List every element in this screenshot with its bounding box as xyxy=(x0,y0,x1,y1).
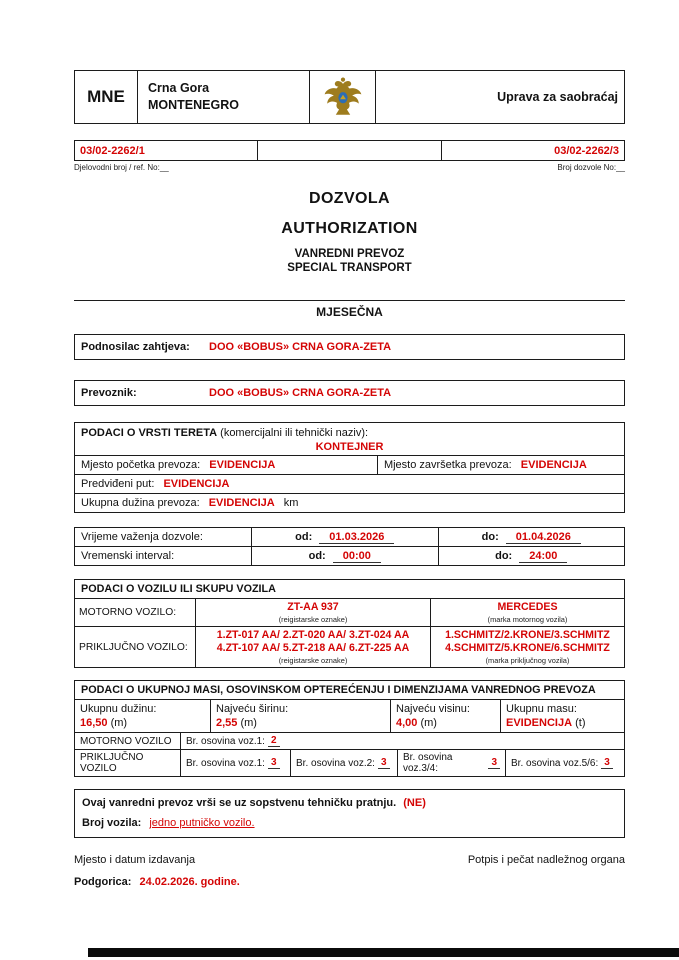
trailer-plates-caption: (reigistarske oznake) xyxy=(278,656,348,665)
ref-caption-left: Djelovodni broj / ref. No:__ xyxy=(74,163,169,172)
scan-artifact-bar xyxy=(88,948,679,957)
motor-vehicle-label: MOTORNO VOZILO: xyxy=(79,607,177,618)
cargo-route-value: EVIDENCIJA xyxy=(163,478,230,490)
dimensions-section-title: PODACI O UKUPNOJ MASI, OSOVINSKOM OPTEREĆENJU I DIMENZIJAMA VANREDNOG PREVOZA xyxy=(81,684,596,696)
motor-axle-value: 2 xyxy=(268,735,280,747)
interval-to-time: 24:00 xyxy=(519,550,567,563)
escort-vehicles-label: Broj vozila: xyxy=(82,817,142,829)
trailer-plates-line1: 1.ZT-017 AA/ 2.ZT-020 AA/ 3.ZT-024 AA xyxy=(216,629,410,641)
motor-axles-row xyxy=(75,732,624,749)
signature-label: Potpis i pečat nadležnog organa xyxy=(467,854,625,866)
cargo-route-row xyxy=(75,474,624,493)
ref-caption-right: Broj dozvole No:__ xyxy=(557,163,625,172)
trailer-vehicle-row xyxy=(75,626,624,667)
validity-interval-row xyxy=(75,546,624,565)
interval-from-cell xyxy=(251,547,438,565)
escort-vehicles-value: jedno putničko vozilo. xyxy=(149,817,255,829)
max-width-unit: (m) xyxy=(240,717,257,729)
validity-box xyxy=(74,527,625,566)
issue-city-date xyxy=(74,876,625,888)
motor-axles-cell xyxy=(180,733,624,749)
total-length-cell xyxy=(75,700,210,732)
title-dozvola: DOZVOLA xyxy=(308,190,391,207)
motor-plate-caption: (reigistarske oznake) xyxy=(278,615,348,624)
valid-to-date: 01.04.2026 xyxy=(506,531,581,544)
max-height-unit: (m) xyxy=(420,717,437,729)
motor-make-caption: (marka motornog vozila) xyxy=(487,615,568,624)
applicant-box xyxy=(74,334,625,360)
cargo-box xyxy=(74,422,625,513)
cargo-places-row xyxy=(75,455,624,474)
permit-period: MJESEČNA xyxy=(316,305,383,319)
trailer-axle-4-value: 3 xyxy=(601,757,613,769)
trailer-axle-cell-1 xyxy=(180,750,290,776)
validity-dates-row xyxy=(75,528,624,546)
trailer-axle-1-label: Br. osovina voz.1: xyxy=(186,757,265,769)
cargo-title-bold: PODACI O VRSTI TERETA xyxy=(81,427,218,439)
title-vanredni-prevoz: VANREDNI PREVOZ xyxy=(294,248,405,260)
document-header xyxy=(74,70,625,124)
country-name-en: MONTENEGRO xyxy=(148,98,239,112)
cargo-start-cell xyxy=(75,456,377,474)
motor-make-cell xyxy=(430,599,624,626)
trailer-axle-3-label: Br. osovina voz.3/4: xyxy=(403,752,453,774)
total-mass-label: Ukupnu masu: xyxy=(506,703,577,715)
trailer-axle-cell-4 xyxy=(505,750,624,776)
trailer-axle-1-value: 3 xyxy=(268,757,280,769)
interval-from-time: 00:00 xyxy=(333,550,381,563)
title-authorization: AUTHORIZATION xyxy=(281,220,418,237)
total-length-label: Ukupnu dužinu: xyxy=(80,703,157,715)
trailer-axle-4-label: Br. osovina voz.5/6: xyxy=(511,757,599,769)
interval-to-cell xyxy=(438,547,625,565)
max-height-label: Najveću visinu: xyxy=(396,703,470,715)
validity-from-cell xyxy=(251,528,438,546)
footer-labels xyxy=(74,854,625,866)
trailer-plates-line2: 4.ZT-107 AA/ 5.ZT-218 AA/ 6.ZT-225 AA xyxy=(216,642,410,654)
cargo-length-row xyxy=(75,493,624,512)
total-length-unit: (m) xyxy=(110,717,128,729)
trailer-axle-cell-3 xyxy=(397,750,505,776)
permit-number-cell xyxy=(441,141,624,160)
country-code: MNE xyxy=(87,87,125,106)
max-width-label: Najveću širinu: xyxy=(216,703,289,715)
cargo-length-unit: km xyxy=(283,497,299,509)
cargo-type-value: KONTEJNER xyxy=(315,441,384,453)
interval-label: Vremenski interval: xyxy=(81,550,175,562)
trailer-axles-row xyxy=(75,749,624,776)
issue-place-label: Mjesto i datum izdavanja xyxy=(74,854,196,866)
horizontal-rule xyxy=(74,300,625,301)
escort-box xyxy=(74,789,625,838)
carrier-box xyxy=(74,380,625,406)
trailer-axles-row-label: PRIKLJUČNO VOZILO xyxy=(80,752,144,774)
cargo-length-value: EVIDENCIJA xyxy=(208,497,275,509)
document-title xyxy=(74,190,625,274)
cargo-start-value: EVIDENCIJA xyxy=(209,459,276,471)
applicant-label: Podnosilac zahtjeva: xyxy=(81,341,190,353)
validity-to-cell xyxy=(438,528,625,546)
authority-name: Uprava za saobraćaj xyxy=(375,71,624,123)
trailer-axle-2-value: 3 xyxy=(378,757,390,769)
escort-statement: Ovaj vanredni prevoz vrši se uz sopstvenu tehničku pratnju. xyxy=(82,797,397,809)
ref-number-middle-cell xyxy=(257,141,440,160)
cargo-route-cell xyxy=(75,475,624,493)
cargo-end-cell xyxy=(377,456,624,474)
total-mass-unit: (t) xyxy=(575,717,586,729)
trailer-vehicle-label: PRIKLJUČNO VOZILO: xyxy=(79,641,188,653)
valid-from-date: 01.03.2026 xyxy=(319,531,394,544)
permit-number: 03/02-2262/3 xyxy=(554,144,619,157)
max-height-value: 4,00 xyxy=(396,717,418,729)
from-label: od: xyxy=(295,531,313,543)
motor-axles-row-label: MOTORNO VOZILO xyxy=(80,735,172,747)
trailer-axle-cell-2 xyxy=(290,750,397,776)
vehicles-section-title: PODACI O VOZILU ILI SKUPU VOZILA xyxy=(81,583,276,595)
trailer-makes-line2: 4.SCHMITZ/5.KRONE/6.SCHMITZ xyxy=(445,642,610,654)
max-width-value: 2,55 xyxy=(216,717,238,729)
cargo-end-label: Mjesto završetka prevoza: xyxy=(383,459,512,471)
trailer-makes-cell xyxy=(430,627,624,667)
reference-number-row xyxy=(74,140,625,161)
total-mass-cell xyxy=(500,700,624,732)
carrier-value: DOO «BOBUS» CRNA GORA-ZETA xyxy=(209,387,392,399)
dimensions-box xyxy=(74,680,625,777)
max-height-cell xyxy=(390,700,500,732)
vehicles-box xyxy=(74,579,625,668)
cargo-length-cell xyxy=(75,494,624,512)
to-label: do: xyxy=(481,531,499,543)
country-name xyxy=(137,71,309,123)
max-width-cell xyxy=(210,700,390,732)
ref-number-left: 03/02-2262/1 xyxy=(80,144,145,157)
dimensions-values-row xyxy=(75,699,624,732)
from-label: od: xyxy=(308,550,326,562)
cargo-length-label: Ukupna dužina prevoza: xyxy=(81,497,200,509)
trailer-plates-cell xyxy=(195,627,430,667)
cargo-start-label: Mjesto početka prevoza: xyxy=(81,459,201,471)
total-length-value: 16,50 xyxy=(80,717,108,729)
coat-of-arms-icon xyxy=(309,71,375,123)
trailer-axle-2-label: Br. osovina voz.2: xyxy=(296,757,375,769)
motor-plate-cell xyxy=(195,599,430,626)
motor-make-value: MERCEDES xyxy=(497,601,558,613)
motor-plate-value: ZT-AA 937 xyxy=(287,601,339,613)
document-page xyxy=(74,0,625,888)
country-name-local: Crna Gora xyxy=(148,81,210,96)
trailer-makes-line1: 1.SCHMITZ/2.KRONE/3.SCHMITZ xyxy=(445,629,610,641)
reference-captions xyxy=(74,163,625,172)
trailer-axle-3-value: 3 xyxy=(488,757,500,769)
issue-city: Podgorica: xyxy=(74,876,132,888)
ref-number-left-cell xyxy=(75,141,257,160)
validity-period-label: Vrijeme važenja dozvole: xyxy=(81,531,203,543)
total-mass-value: EVIDENCIJA xyxy=(506,717,573,729)
to-label: do: xyxy=(495,550,513,562)
cargo-section-title xyxy=(75,423,624,440)
trailer-makes-caption: (marka priključnog vozila) xyxy=(485,656,570,665)
title-special-transport: SPECIAL TRANSPORT xyxy=(287,262,412,274)
issue-date: 24.02.2026. godine. xyxy=(139,876,240,888)
motor-axle-label: Br. osovina voz.1: xyxy=(186,735,265,747)
cargo-end-value: EVIDENCIJA xyxy=(520,459,587,471)
carrier-label: Prevoznik: xyxy=(81,387,137,399)
applicant-value: DOO «BOBUS» CRNA GORA-ZETA xyxy=(209,341,392,353)
motor-vehicle-row xyxy=(75,598,624,626)
cargo-route-label: Predviđeni put: xyxy=(81,478,155,490)
escort-answer: (NE) xyxy=(403,797,426,809)
cargo-title-note: (komercijalni ili tehnički naziv): xyxy=(217,427,369,439)
